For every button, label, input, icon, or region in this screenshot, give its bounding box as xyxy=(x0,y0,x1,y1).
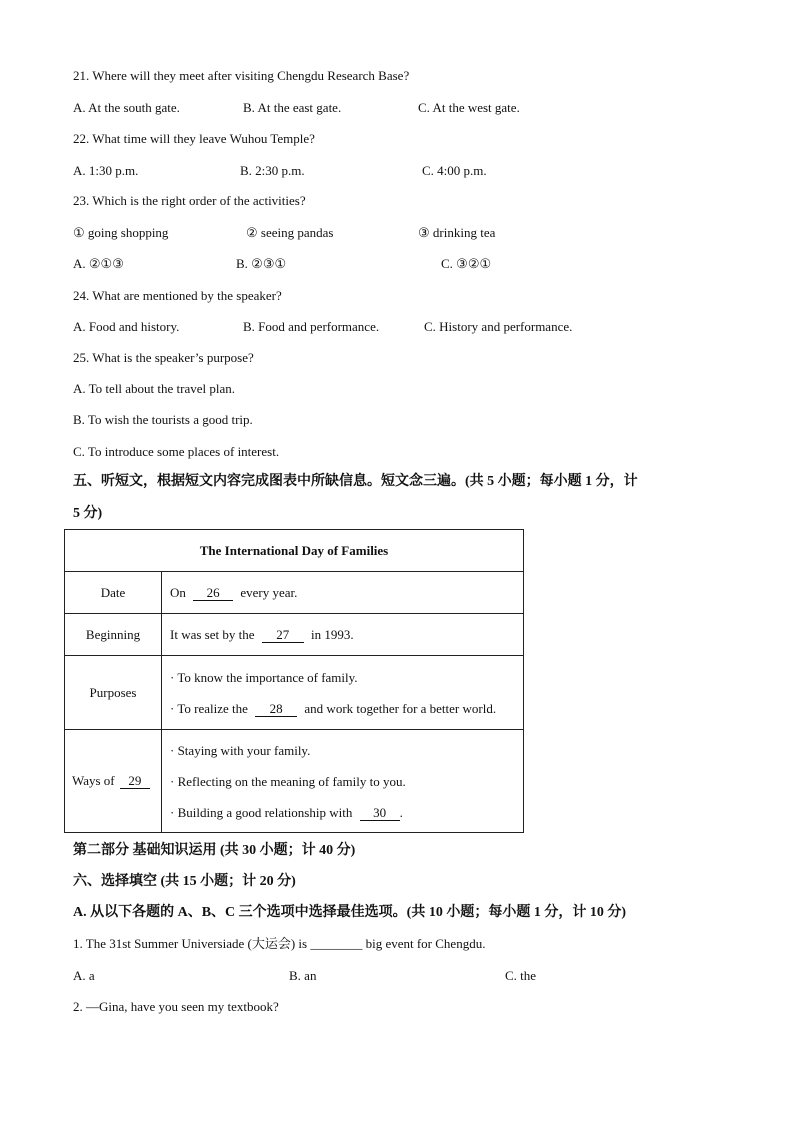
q25-option-b: B. To wish the tourists a good trip. xyxy=(73,412,253,427)
q21-option-b: B. At the east gate. xyxy=(243,100,342,115)
row-label-ways: Ways of 29 xyxy=(65,730,162,833)
blank-28: 28 xyxy=(255,702,297,717)
table-title: The International Day of Families xyxy=(65,530,524,572)
q22-option-b: B. 2:30 p.m. xyxy=(240,163,305,178)
question-23: 23. Which is the right order of the activities? xyxy=(73,193,306,208)
q21-option-a: A. At the south gate. xyxy=(73,100,180,115)
section-a-heading: A. 从以下各题的 A、B、C 三个选项中选择最佳选项。(共 10 小题；每小题 1 分，计 10 分) xyxy=(73,905,626,920)
q1-option-a: A. a xyxy=(73,968,95,983)
question-21: 21. Where will they meet after visiting Chengdu Research Base? xyxy=(73,68,410,83)
part-2-heading: 第二部分 基础知识运用 (共 30 小题；计 40 分) xyxy=(73,843,356,858)
section-6-heading: 六、选择填空 (共 15 小题；计 20 分) xyxy=(73,874,296,889)
row-beginning: It was set by the 27 in 1993. xyxy=(162,614,524,656)
row-date: On 26 every year. xyxy=(162,572,524,614)
row-label-purposes: Purposes xyxy=(65,656,162,730)
row-ways: · Staying with your family. · Reflecting on the meaning of family to you. · Building a good relationship with 30 . xyxy=(162,730,524,833)
q1-option-c: C. the xyxy=(505,968,537,983)
q23-option-c: C. ③②① xyxy=(441,256,492,271)
section-5-heading: 五、听短文，根据短文内容完成图表中所缺信息。短文念三遍。(共 5 小题；每小题 1 分，计 xyxy=(73,474,638,489)
q24-option-c: C. History and performance. xyxy=(424,319,573,334)
question-1: 1. The 31st Summer Universiade (大运会) is ________ big event for Chengdu. xyxy=(73,936,486,951)
question-24: 24. What are mentioned by the speaker? xyxy=(73,288,282,303)
question-2: 2. —Gina, have you seen my textbook? xyxy=(73,999,279,1014)
blank-27: 27 xyxy=(262,628,304,643)
q23-item-1: ① going shopping xyxy=(73,225,169,240)
q23-option-a: A. ②①③ xyxy=(73,256,124,271)
row-label-date: Date xyxy=(65,572,162,614)
q25-option-c: C. To introduce some places of interest. xyxy=(73,444,280,459)
q25-option-a: A. To tell about the travel plan. xyxy=(73,381,236,396)
question-22: 22. What time will they leave Wuhou Temple? xyxy=(73,131,315,146)
blank-30: 30 xyxy=(360,806,400,821)
q1-option-b: B. an xyxy=(289,968,317,983)
q23-option-b: B. ②③① xyxy=(236,256,287,271)
q24-option-a: A. Food and history. xyxy=(73,319,180,334)
q22-option-c: C. 4:00 p.m. xyxy=(422,163,487,178)
q24-option-b: B. Food and performance. xyxy=(243,319,380,334)
q21-option-c: C. At the west gate. xyxy=(418,100,520,115)
q22-option-a: A. 1:30 p.m. xyxy=(73,163,139,178)
question-25: 25. What is the speaker’s purpose? xyxy=(73,350,254,365)
families-table xyxy=(64,529,524,833)
q23-item-3: ③ drinking tea xyxy=(418,225,496,240)
section-5-heading-cont: 5 分) xyxy=(73,506,103,521)
q23-item-2: ② seeing pandas xyxy=(246,225,334,240)
row-label-beginning: Beginning xyxy=(65,614,162,656)
blank-29: 29 xyxy=(120,774,150,789)
blank-26: 26 xyxy=(193,586,233,601)
row-purposes: · To know the importance of family. · To realize the 28 and work together for a better world. xyxy=(162,656,524,730)
